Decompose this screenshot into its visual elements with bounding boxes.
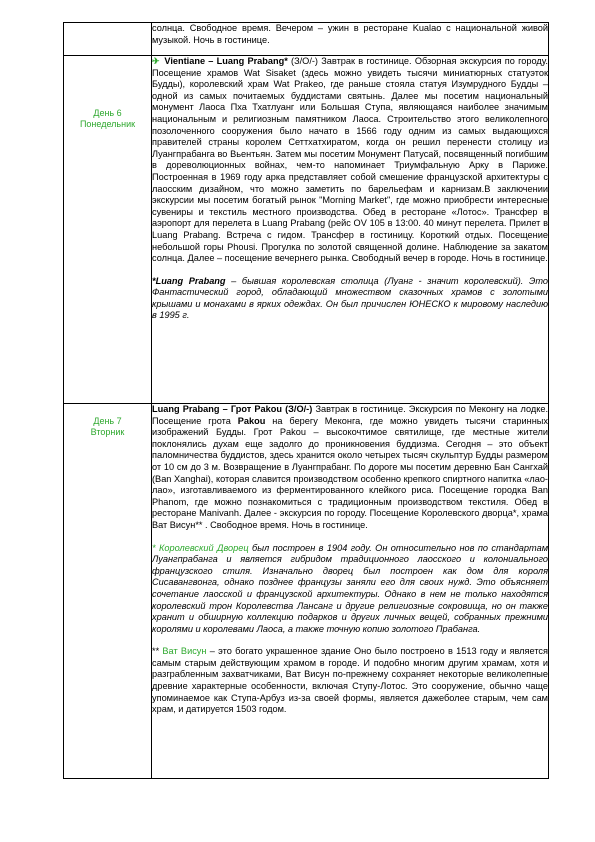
visun-name: Ват Висун bbox=[162, 646, 207, 657]
day6-program bbox=[152, 56, 548, 265]
day6-note-text: – бывшая королевская столица (Луанг - значит королевский). Это Фантастический город, обладающий множеством сказочных храмов с золотыми крышами и монахами в ярких одеждах. Он был причислен ЮНЕСКО к мировому наследию в 1995 г. bbox=[152, 275, 548, 321]
row0-text: солнца. Свободное время. Вечером – ужин в ресторане Kualao с национальной живой музыкой. Ночь в гостинице. bbox=[152, 23, 548, 45]
day7-program bbox=[152, 404, 548, 532]
day7-body-b: на берегу Меконга, где можно увидеть тысячи старинных изображений Будды. Грот Pakou – высокочтимое святилище, где местные жители поклонялись духам еще задолго до проникновения буддизма. Сегодня – это объект паломничества буддистов, здесь хранится около четырех тысяч скульптур Будды размером от 10 см до 3 м. Возвращение в Луангпрабанг. По дороге мы посетим деревню Бан Сангхай (Ban Xanghai), которая славится производством особенно крепкого спиртного напитка «лао-лао», изготавливаемого из ферментированного клейкого риса. Посещение городка Ban Phanom, где можно познакомиться с традиционным производством текстиля. Обед в ресторане Manivanh. Далее - экскурсия по городу. Посещение Королевского дворца*, храма Ват Висун** . Свободное время. Ночь в гостинице. bbox=[152, 415, 548, 530]
day6-meals: (З/О/-) bbox=[291, 56, 318, 66]
description-cell bbox=[152, 56, 549, 404]
table-row bbox=[64, 56, 549, 404]
day-number: День 7 bbox=[93, 416, 122, 426]
table-row bbox=[64, 404, 549, 779]
day-number: День 6 bbox=[93, 108, 122, 118]
visun-star: ** bbox=[152, 646, 163, 657]
day6-note-title: *Luang Prabang bbox=[152, 275, 226, 286]
day7-pakou: Pakou bbox=[237, 415, 266, 426]
itinerary-table bbox=[63, 22, 549, 779]
day6-route: Vientiane – Luang Prabang* bbox=[164, 56, 288, 66]
day-cell bbox=[64, 56, 152, 404]
palace-text: был построен в 1904 году. Он относительно нов по стандартам Луангпрабанга и является гибридом традиционного лаосского и колониального французского стиля. Изначально дворец был построен как дом для короля Сисавангвонга, однако позднее французы заняли его для своих нужд. Это объясняет сочетание лаосской и французской архитектуры. Однако в нем не только находятся королевский трон Королевства Лансанг и другие религиозные сокровища, но он также хранит и обширную коллекцию подарков и других личных вещей, собранных прежними королями и королевами Лаоса, а также точную копию золотого Прабанга. bbox=[152, 542, 548, 634]
day-weekday: Вторник bbox=[90, 427, 125, 437]
description-cell bbox=[152, 404, 549, 779]
airplane-icon: ✈ bbox=[152, 56, 161, 66]
palace-note bbox=[152, 543, 548, 636]
table-row bbox=[64, 23, 549, 56]
day7-body-a: Завтрак в гостинице. Экскурсия по Меконгу на лодке. Посещение грота bbox=[152, 404, 549, 426]
visun-note bbox=[152, 646, 548, 716]
day-cell bbox=[64, 404, 152, 779]
visun-text: – это богато украшенное здание Оно было построено в 1513 году и является самым старым действующим храмом в городе. И подобно многим другим храмам, хотя и разграбленным захватчиками, Ват Висун по-прежнему сохраняет некоторые великолепные древние характерные особенности, включая Ступу-Лотос. Это сооружение, обычно чаще упоминаемое как Ступа-Арбуз из-за своей формы, является дажеболее старым, чем сам храм, и датируется 1503 годом. bbox=[152, 646, 548, 715]
day7-meals: (З/О/-) bbox=[285, 404, 313, 414]
day7-route: Luang Prabang – Грот Pakou bbox=[152, 404, 282, 414]
palace-name: Королевский Дворец bbox=[159, 542, 249, 553]
day-weekday: Понедельник bbox=[79, 119, 136, 129]
palace-star: * bbox=[152, 542, 159, 553]
description-cell bbox=[152, 23, 549, 56]
day-cell-empty bbox=[64, 23, 152, 56]
day6-body: Завтрак в гостинице. Обзорная экскурсия по городу. Посещение храмов Wat Sisaket (здесь можно увидеть тысячи миниатюрных статуэток Будды), королевский храм Wat Prakeo, где раньше стояла статуя Изумрудного Будды – одной из самых почитаемых буддистами святынь. Далее мы посетим национальный монумент Лаоса Пха Тхатлуанг или Большая Ступа, являющаяся наиболее значимым национальным и религиозным памятником Лаоса. Строительство этого великолепного позолоченного сооружения было начато в 1566 году одним из самых выдающихся правителей страны королем Сеттхатхиратом, когда он решил перенести столицу из Луангпрабанга во Вьентьян. Затем мы посетим Монумент Патусай, посвященный погибшим в дореволюционных войнах, чем-то напоминает Триумфальную Арку в Париже. Построенная в 1969 году арка представляет собой смешение французской архитектуры с лаосским дизайном, что можно заметить по барельефам и карнизам.В заключении экскурсии мы посетим богатый рынок "Morning Market", где можно приобрести интересные сувениры и текстиль местного производства. Обед в ресторане «Лотос». Трансфер в аэропорт для перелета в Luang Prabang (рейс OV 105 в 13:00. 40 минут перелета. Прилет в Luang Prabang. Встреча с гидом. Трансфер в гостиницу. Короткий отдых. Посещение небольшой горы Phousi. Прогулка по золотой священной долине. Наблюдение за закатом солнца. Далее – посещение вечернего рынка. Свободный вечер в городе. Ночь в гостинице. bbox=[152, 56, 548, 264]
day6-note bbox=[152, 276, 548, 322]
